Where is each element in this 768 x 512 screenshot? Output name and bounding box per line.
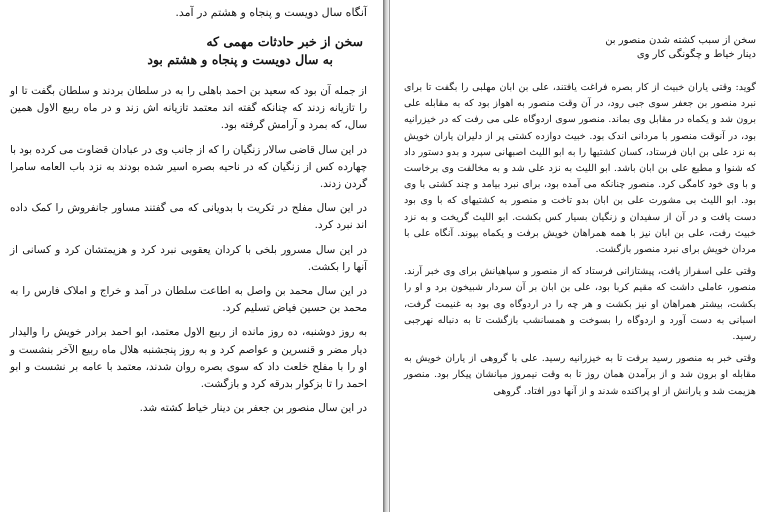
right-paragraph-2: وقتی علی اسفراز یافت، پیشتازانی فرستاد که از منصور و سپاهیانش برای وی خبر آرند. منصور، عاملی داشت که مقیم کربا بود، علی بن ابان بر آن سردار شبیخون برد و او را بکشت، بیشتر همراهان او نیز بکشت و هر چه را در اردوگاه وی بود به غنیمت گرفت، اسبانی به دست آورد و اردوگاه را بسوخت و همسانشب بازگشت تا به دنباله نهرجبی رسید. [404,266,756,343]
left-heading-line-1: سخن از خبر حادثات مهمی که [206,34,363,49]
left-paragraph-4: در این سال مسرور بلخی با کردان یعقوبی نبرد کرد و هزیمتشان کرد و کسانی از آنها را بکشت. [10,243,367,273]
right-paragraph-3: وقتی خبر به منصور رسید برفت تا به خیزرانیه رسید. علی با گروهی از یاران خویش به مقابله او برون شد و از برآمدن همان روز تا به وقت نیمروز میانشان پیکار بود. منصور هزیمت شد و یارانش از او پراکنده شدند و از آنها دور افتاد. گروهی [404,353,756,397]
left-paragraph-3: در این سال مفلح در تکریت با بدویانی که می گفتند مساور جانفروش را کمک داده اند نبرد کرد. [10,202,367,232]
left-paragraph-2: در این سال قاضی سالار زنگیان را که از جانب وی در عبادان قضاوت می کرده بود با چهارده کس از زنگیان که در ناحیه بصره اسیر شده بودند به نزد باب العامه سامرا گردن زدند. [10,143,367,191]
right-paragraph-1: گوید: وقتی یاران خبیث از کار بصره فراغت یافتند، علی بن ابان مهلبی را بگفت تا برای نبرد منصور بن جعفر سوی جبی رود، در آن وقت منصور به اهواز بود که به مقابله علی برون شد و یکماه در مقابل وی بماند. منصور سوی اردوگاه علی می رفت که در خیزرانیه بود، در آنوقت منصور با مردانی اندک بود. خبیث دوازده کشتی پر از دلیران یاران خویش به نزد علی بن ابان فرستاد، کسان کشتیها را به ابو اللیث اصبهانی سپرد و بدو دستور داد که شنوا و مطیع علی بن ابان باشد. ابو اللیث به نزد علی شد و به مخالفت وی برخاست و با وی خود کامگی کرد. منصور چنانکه می آمده بود، برای نبرد بیامد و چند کشتی با وی بود. ابو اللیث بی مشورت علی بن ابان بدو تاخت و منصور به کشتیهای که با وی بود دست یافت و در آن از سفیدان و زنگیان بسیار کس بکشت. ابو اللیث گریخت و به نزد خبیث رفت، علی بن ابان نیز با همه همراهان خویش برفت و یکماه بپوند. آنگاه علی با مردان خویش برای نبرد منصور بازگشت. [404,82,756,256]
left-heading-line-2: به سال دویست و پنجاه و هشتم بود [147,52,333,67]
right-section-heading [404,34,756,62]
right-heading-line-2: دینار خیاط و چگونگی کار وی [636,49,756,60]
left-section-heading [10,33,367,69]
left-paragraph-1: از جمله آن بود که سعید بن احمد باهلی را به در سلطان بردند و سلطان بگفت تا او را تازیانه زدند که چنانکه گفته اند معتمد تازیانه اش زند و در ماه ربیع الاول همین سال، که بمرد و آرامش گرفته بود. [10,85,367,132]
right-page-body [404,80,756,400]
right-page [389,0,768,512]
left-page [0,0,383,512]
left-paragraph-6: به روز دوشنبه، ده روز مانده از ربیع الاول معتمد، ابو احمد برادر خویش را والیدار دیار مضر و قنسرین و عواصم کرد و به روز پنجشنبه هلال ماه ربیع الآخر بنشست و او را با مفلح خلعت داد که سوی بصره روان شدند، معتمد با عامه بر نشست و ابو احمد را تا بزکوار بدرقه کرد و بازگشت. [10,326,367,391]
right-heading-line-1: سخن از سبب کشته شدن منصور بن [605,35,756,46]
left-paragraph-7: در این سال منصور بن جعفر بن دینار خیاط کشته شد. [139,402,367,415]
left-page-top-line: آنگاه سال دویست و پنجاه و هشتم در آمد. [175,6,367,19]
left-page-body [10,83,367,417]
left-paragraph-5: در این سال محمد بن واصل به اطاعت سلطان در آمد و خراج و املاک فارس را به محمد بن حسین فیاض تسلیم کرد. [10,285,367,315]
